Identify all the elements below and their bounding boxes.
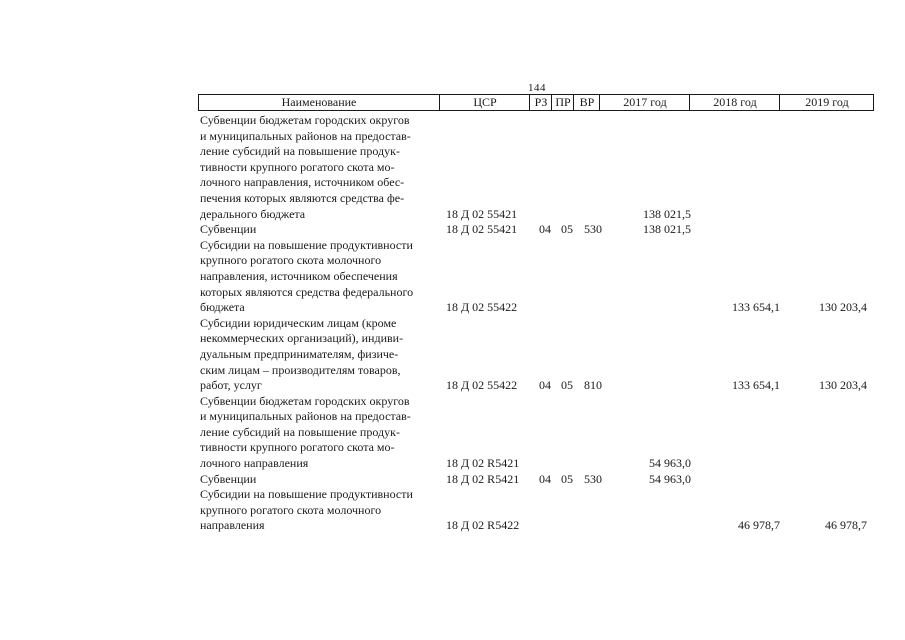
row-2019: 46 978,7	[825, 518, 867, 533]
row-2018: 46 978,7	[738, 518, 780, 533]
header-2019: 2019 год	[779, 95, 874, 110]
table-row	[200, 472, 872, 488]
row-name: Субвенции бюджетам городских округов и муниципальных районов на предостав- ление субсидий на повышение продук- тивности крупного рогатого скота мо- лочного направления	[200, 393, 411, 471]
row-csr: 18 Д 02 55421	[446, 206, 518, 221]
header-2017: 2017 год	[599, 95, 690, 110]
header-vr: ВР	[573, 95, 600, 110]
row-name: Субсидии на повышение продуктивности крупного рогатого скота молочного направления	[200, 487, 413, 533]
row-csr: 18 Д 02 55421	[446, 222, 518, 237]
row-csr: 18 Д 02 R5421	[446, 456, 520, 471]
row-csr: 18 Д 02 R5421	[446, 471, 520, 486]
row-vr: 530	[584, 222, 602, 237]
table-row	[200, 316, 872, 394]
table-row	[200, 222, 872, 238]
row-name: Субвенции	[200, 222, 257, 237]
row-2018: 133 654,1	[732, 300, 780, 315]
row-pr: 05	[561, 471, 573, 486]
header-pr: ПР	[551, 95, 574, 110]
row-name: Субвенции бюджетам городских округов и муниципальных районов на предостав- ление субсидий на повышение продук- тивности крупного рогатого скота мо- лочного направления, источником обес- печения которых являются средства фе- дерального бюджета	[200, 113, 411, 221]
table-row	[200, 487, 872, 534]
row-2017: 138 021,5	[643, 206, 691, 221]
row-vr: 530	[584, 471, 602, 486]
row-name: Субвенции	[200, 471, 257, 486]
header-name: Наименование	[281, 95, 357, 109]
row-csr: 18 Д 02 R5422	[446, 518, 520, 533]
header-csr: ЦСР	[439, 95, 530, 110]
row-csr: 18 Д 02 55422	[446, 378, 518, 393]
row-name: Субсидии юридическим лицам (кроме некоммерческих организаций), индиви- дуальным предпринимателям, физиче- ским лицам – производителям товаров, работ, услуг	[200, 315, 404, 393]
header-rz: РЗ	[529, 95, 552, 110]
table-row	[200, 394, 872, 472]
row-pr: 05	[561, 222, 573, 237]
row-rz: 04	[539, 222, 551, 237]
row-2019: 130 203,4	[819, 300, 867, 315]
row-2017: 54 963,0	[649, 456, 691, 471]
page-number: 144	[528, 82, 546, 94]
row-2019: 130 203,4	[819, 378, 867, 393]
row-rz: 04	[539, 378, 551, 393]
row-2017: 138 021,5	[643, 222, 691, 237]
row-rz: 04	[539, 471, 551, 486]
row-csr: 18 Д 02 55422	[446, 300, 518, 315]
row-vr: 810	[584, 378, 602, 393]
row-2018: 133 654,1	[732, 378, 780, 393]
table-row	[200, 113, 872, 222]
row-name: Субсидии на повышение продуктивности крупного рогатого скота молочного направления, источником обеспечения которых являются средства федерального бюджета	[200, 237, 414, 315]
row-2017: 54 963,0	[649, 471, 691, 486]
table-row	[200, 238, 872, 316]
table-header	[198, 94, 874, 111]
table-body	[200, 113, 872, 534]
row-pr: 05	[561, 378, 573, 393]
header-2018: 2018 год	[689, 95, 780, 110]
